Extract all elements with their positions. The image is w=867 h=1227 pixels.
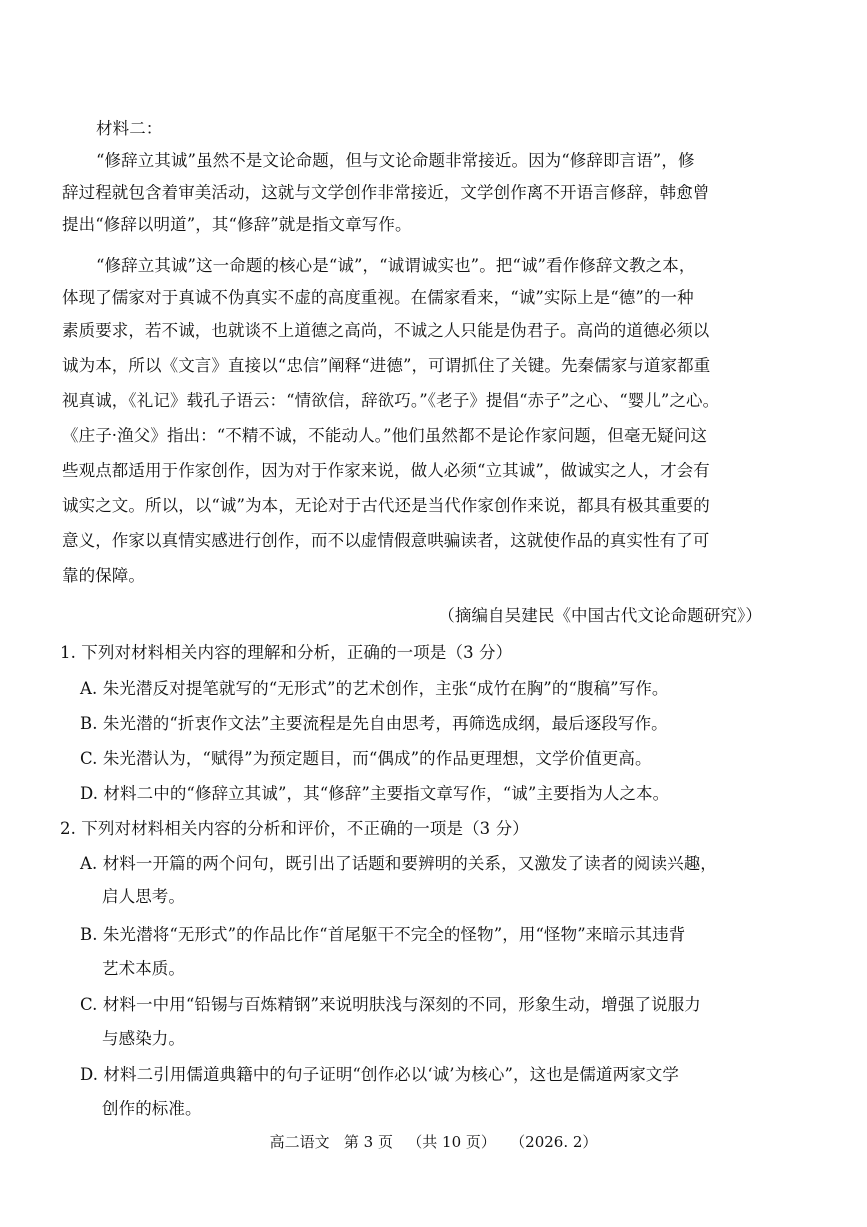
- material-two-para2-line: 体现了儒家对于真诚不伪真实不虚的高度重视。在儒家看来，“诚”实际上是“德”的一种: [62, 288, 694, 307]
- question-2-option-b: B. 朱光潜将“无形式”的作品比作“首尾躯干不完全的怪物”，用“怪物”来暗示其违背: [80, 925, 686, 944]
- material-two-para1-line: “修辞立其诚”虽然不是文论命题，但与文论命题非常接近。因为“修辞即言语”，修: [96, 151, 695, 170]
- material-two-para2-line: 《庄子·渔父》指出：“不精不诚，不能动人。”他们虽然都不是论作家问题，但毫无疑问这: [62, 426, 707, 445]
- material-two-para2-line: 诚为本，所以《文言》直接以“忠信”阐释“进德”，可谓抓住了关键。先秦儒家与道家都重: [62, 356, 711, 375]
- question-2-option-d: D. 材料二引用儒道典籍中的句子证明“创作必以‘诚’为核心”，这也是儒道两家文学: [80, 1065, 679, 1084]
- question-1-option-d: D. 材料二中的“修辞立其诚”，其“修辞”主要指文章写作，“诚”主要指为人之本。: [80, 784, 670, 803]
- material-two-para2-line: 靠的保障。: [62, 566, 145, 585]
- material-two-para1-line: 提出“修辞以明道”，其“修辞”就是指文章写作。: [62, 215, 412, 234]
- question-2-option-a: A. 材料一开篇的两个问句，既引出了话题和要辨明的关系，又激发了读者的阅读兴趣，: [80, 854, 717, 873]
- question-2-stem: 2. 下列对材料相关内容的分析和评价，不正确的一项是（3 分）: [60, 819, 529, 838]
- material-two-para2-line: 诚实之文。所以，以“诚”为本，无论对于古代还是当代作家创作来说，都具有极其重要的: [62, 496, 710, 515]
- source-citation: （摘编自吴建民《中国古代文论命题研究》）: [438, 606, 762, 625]
- question-1-option-c: C. 朱光潜认为，“赋得”为预定题目，而“偶成”的作品更理想，文学价值更高。: [80, 749, 652, 768]
- question-1-option-b: B. 朱光潜的“折衷作文法”主要流程是先自由思考，再筛选成纲，最后逐段写作。: [80, 714, 668, 733]
- question-2-option-c: C. 材料一中用“铅锡与百炼精钢”来说明肤浅与深刻的不同，形象生动，增强了说服力: [80, 995, 701, 1014]
- question-2-option-c-continued: 与感染力。: [102, 1029, 185, 1048]
- question-1-stem: 1. 下列对材料相关内容的理解和分析，正确的一项是（3 分）: [60, 643, 513, 662]
- question-2-option-b-continued: 艺术本质。: [102, 959, 185, 978]
- material-two-para2-line: 素质要求，若不诚，也就谈不上道德之高尚，不诚之人只能是伪君子。高尚的道德必须以: [62, 321, 710, 340]
- question-2-option-a-continued: 启人思考。: [102, 887, 185, 906]
- material-two-para2-line: 些观点都适用于作家创作，因为对于作家来说，做人必须“立其诚”，做诚实之人，才会有: [62, 461, 710, 480]
- material-two-para1-line: 辞过程就包含着审美活动，这就与文学创作非常接近，文学创作离不开语言修辞，韩愈曾: [62, 183, 710, 202]
- material-two-para2-line: 意义，作家以真情实感进行创作，而不以虚情假意哄骗读者，这就使作品的真实性有了可: [62, 531, 710, 550]
- material-two-title: 材料二：: [96, 119, 163, 138]
- material-two-para2-line: “修辞立其诚”这一命题的核心是“诚”，“诚谓诚实也”。把“诚”看作修辞文教之本，: [96, 256, 696, 275]
- question-1-option-a: A. 朱光潜反对提笔就写的“无形式”的艺术创作，主张“成竹在胸”的“腹稿”写作。: [80, 679, 669, 698]
- question-2-option-d-continued: 创作的标准。: [102, 1099, 202, 1118]
- material-two-para2-line: 视真诚，《礼记》载孔子语云：“情欲信，辞欲巧。”《老子》提倡“赤子”之心、“婴儿”之心。: [62, 391, 720, 410]
- page-footer: 高二语文 第 3 页 （共 10 页） （2026. 2）: [269, 1133, 598, 1151]
